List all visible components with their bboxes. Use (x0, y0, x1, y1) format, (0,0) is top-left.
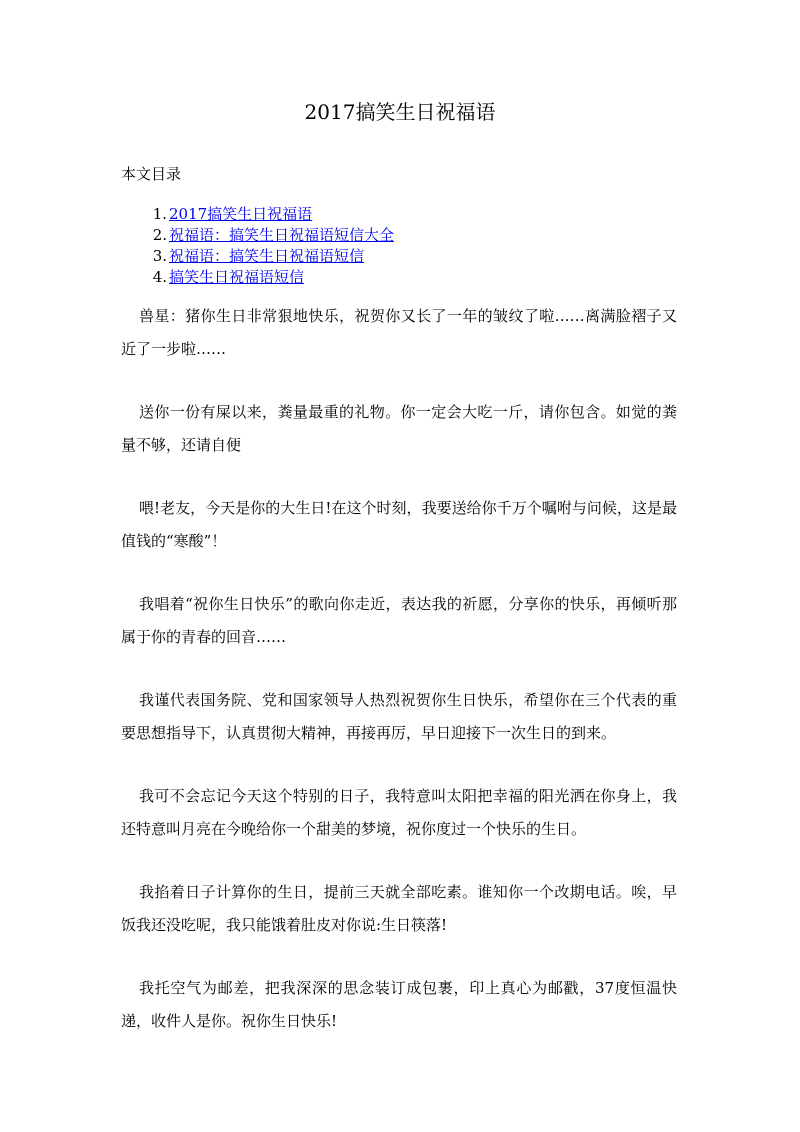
toc-link-4[interactable]: 搞笑生日祝福语短信 (169, 268, 305, 286)
paragraph: 我托空气为邮差，把我深深的思念装订成包裹，印上真心为邮戳，37度恒温快递，收件人是你。祝你生日快乐! (121, 979, 677, 1030)
toc-item (121, 225, 394, 246)
toc-item-number: 2. (152, 226, 167, 244)
table-of-contents (121, 204, 394, 288)
toc-link-1[interactable]: 2017搞笑生日祝福语 (169, 205, 313, 223)
document-body (121, 300, 677, 1068)
toc-item (121, 267, 394, 288)
page-title: 2017搞笑生日祝福语 (304, 100, 496, 124)
toc-item (121, 204, 394, 225)
paragraph: 兽星：猪你生日非常狠地快乐，祝贺你又长了一年的皱纹了啦……离满脸褶子又近了一步啦…… (121, 307, 677, 358)
paragraph: 我可不会忘记今天这个特别的日子，我特意叫太阳把幸福的阳光洒在你身上，我还特意叫月亮在今晚给你一个甜美的梦境，祝你度过一个快乐的生日。 (121, 787, 677, 838)
toc-item (121, 246, 394, 267)
toc-link-3[interactable]: 祝福语：搞笑生日祝福语短信 (169, 247, 365, 265)
paragraph: 喂!老友，今天是你的大生日!在这个时刻，我要送给你千万个嘱咐与问候，这是最值钱的“寒酸”！ (121, 499, 677, 550)
toc-link-2[interactable]: 祝福语：搞笑生日祝福语短信大全 (169, 226, 395, 244)
toc-heading: 本文目录 (121, 165, 182, 183)
toc-item-number: 1. (152, 205, 167, 223)
paragraph: 我掐着日子计算你的生日，提前三天就全部吃素。谁知你一个改期电话。唉，早饭我还没吃呢，我只能饿着肚皮对你说:生日筷落! (121, 883, 677, 934)
paragraph: 送你一份有屎以来，粪量最重的礼物。你一定会大吃一斤，请你包含。如觉的粪量不够，还请自便 (121, 403, 677, 454)
paragraph: 我唱着“祝你生日快乐”的歌向你走近，表达我的祈愿，分享你的快乐，再倾听那属于你的青春的回音…… (121, 595, 677, 646)
toc-item-number: 4. (152, 268, 167, 286)
toc-item-number: 3. (152, 247, 167, 265)
paragraph: 我谨代表国务院、党和国家领导人热烈祝贺你生日快乐，希望你在三个代表的重要思想指导下，认真贯彻大精神，再接再厉，早日迎接下一次生日的到来。 (121, 691, 677, 742)
